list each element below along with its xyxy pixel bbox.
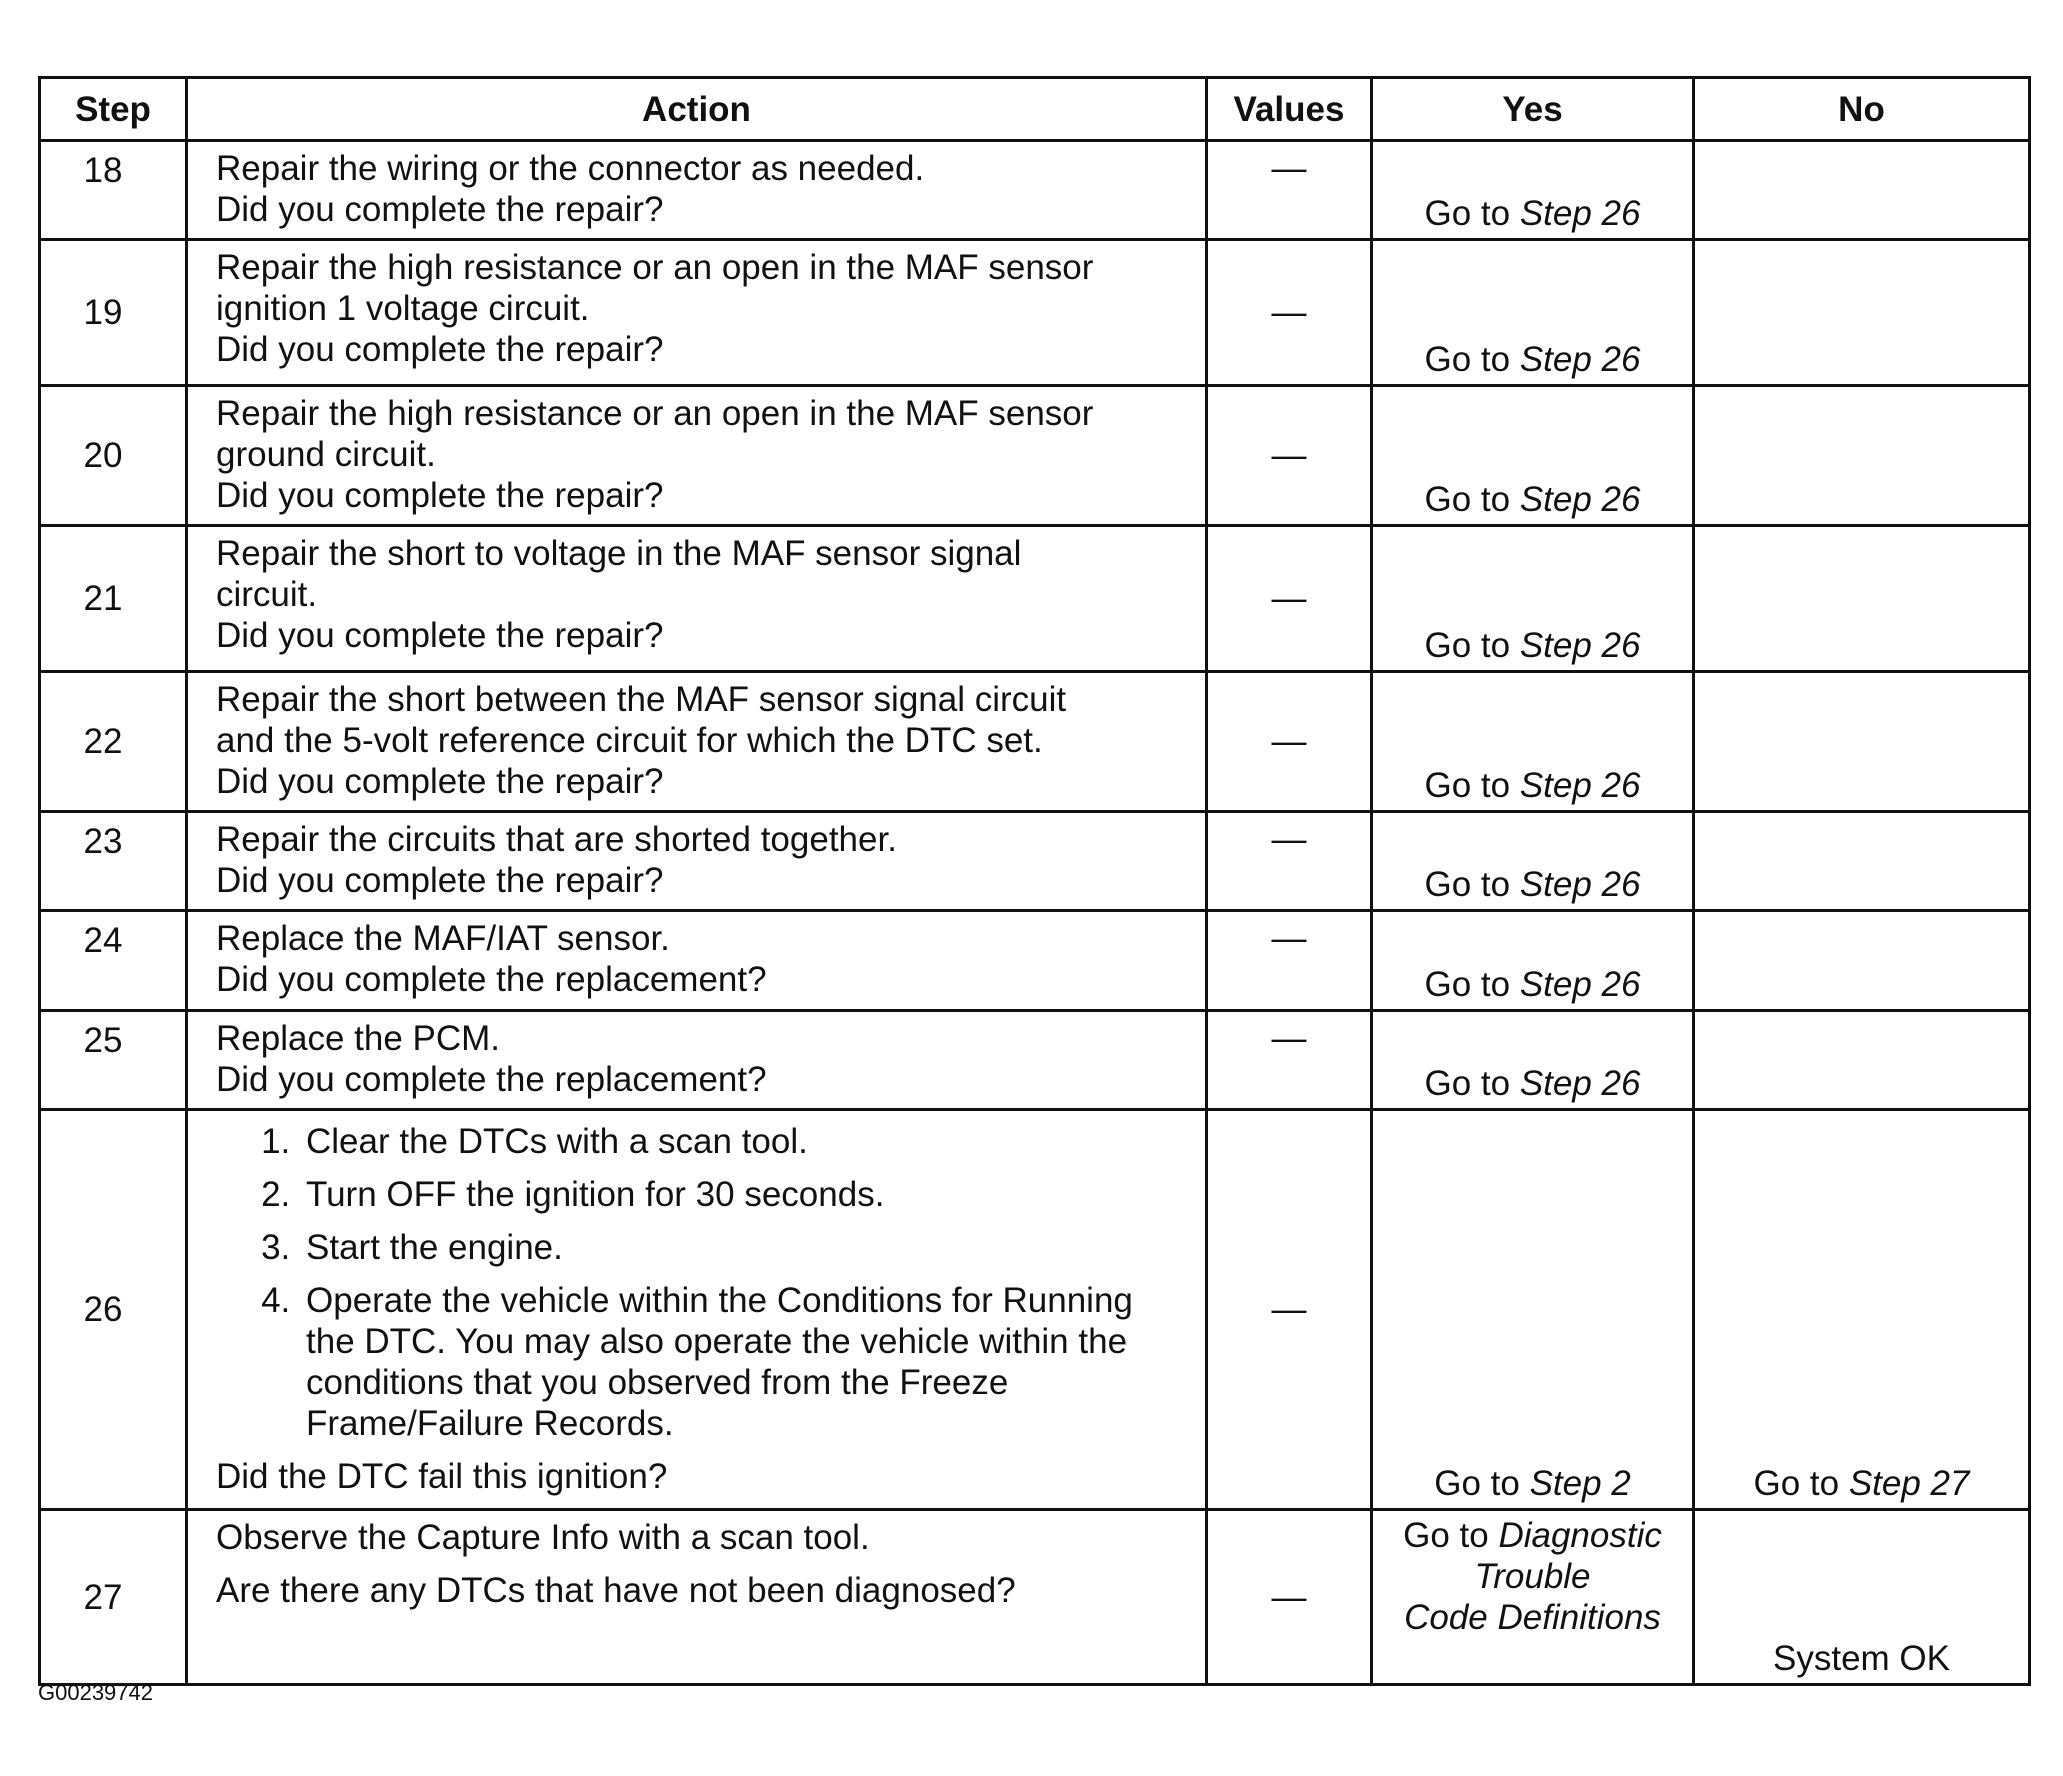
action-cell [187, 1011, 1207, 1110]
action-text: ignition 1 voltage circuit. [216, 289, 590, 328]
no-cell: System OK [1694, 1510, 2030, 1685]
header-yes: Yes [1372, 78, 1694, 141]
values-cell: — [1207, 1011, 1372, 1110]
action-cell [187, 812, 1207, 911]
action-text: Repair the high resistance or an open in the MAF sensor [216, 394, 1094, 433]
yes-cell [1372, 911, 1694, 1011]
yes-cell [1372, 240, 1694, 386]
values-cell: — [1207, 141, 1372, 240]
step-number: 26 [40, 1110, 187, 1510]
list-item: 1. Clear the DTCs with a scan tool. [300, 1121, 1185, 1162]
table-body [40, 141, 2030, 1685]
values-cell: — [1207, 526, 1372, 672]
step-number: 25 [40, 1011, 187, 1110]
table-row [40, 526, 2030, 672]
action-cell [187, 1110, 1207, 1510]
action-text: Did you complete the repair? [216, 762, 664, 801]
action-text: Repair the wiring or the connector as needed. [216, 149, 925, 188]
values-cell: — [1207, 812, 1372, 911]
yes-prefix: Go to [1424, 766, 1520, 805]
yes-step-link[interactable]: Step 26 [1519, 194, 1641, 233]
table-row [40, 672, 2030, 812]
yes-step-link[interactable]: Diagnostic [1498, 1516, 1662, 1555]
values-cell: — [1207, 672, 1372, 812]
header-action: Action [187, 78, 1207, 141]
yes-cell [1372, 526, 1694, 672]
step-number: 21 [40, 526, 187, 672]
step-number: 18 [40, 141, 187, 240]
yes-step-link[interactable]: Step 26 [1519, 865, 1641, 904]
no-prefix: Go to [1753, 1464, 1849, 1503]
action-text: Did you complete the repair? [216, 330, 664, 369]
values-cell: — [1207, 240, 1372, 386]
list-item: 2. Turn OFF the ignition for 30 seconds. [300, 1174, 1185, 1215]
yes-cell [1372, 1510, 1694, 1685]
list-item: 4. Operate the vehicle within the Conditions for Running the DTC. You may also operate the vehicle within the conditions that you observed from the Freeze Frame/Failure Records. [300, 1280, 1185, 1444]
action-cell [187, 386, 1207, 526]
step-number: 27 [40, 1510, 187, 1685]
action-text: Repair the circuits that are shorted together. [216, 820, 897, 859]
yes-step-link[interactable]: Step 26 [1519, 626, 1641, 665]
table-header-row [40, 78, 2030, 141]
no-cell [1694, 812, 2030, 911]
step-number: 23 [40, 812, 187, 911]
header-values: Values [1207, 78, 1372, 141]
header-step: Step [40, 78, 187, 141]
action-text: circuit. [216, 575, 318, 614]
yes-link-line [1373, 1515, 1692, 1556]
yes-step-link[interactable]: Step 26 [1519, 965, 1641, 1004]
action-text: Did you complete the replacement? [216, 1060, 767, 1099]
yes-prefix: Go to [1424, 340, 1520, 379]
table-row [40, 141, 2030, 240]
yes-cell [1372, 1110, 1694, 1510]
yes-cell [1372, 672, 1694, 812]
action-text: Did you complete the repair? [216, 476, 664, 515]
action-text: Are there any DTCs that have not been diagnosed? [216, 1571, 1016, 1610]
action-question: Did the DTC fail this ignition? [216, 1457, 668, 1496]
action-cell [187, 240, 1207, 386]
no-cell [1694, 141, 2030, 240]
no-cell [1694, 1110, 2030, 1510]
yes-prefix: Go to [1403, 1516, 1499, 1555]
table-row [40, 240, 2030, 386]
table-row [40, 1110, 2030, 1510]
values-cell: — [1207, 386, 1372, 526]
action-text: Repair the short between the MAF sensor signal circuit [216, 680, 1067, 719]
action-text: and the 5-volt reference circuit for which the DTC set. [216, 721, 1043, 760]
table-row [40, 1510, 2030, 1685]
values-cell: — [1207, 1510, 1372, 1685]
action-text: Repair the short to voltage in the MAF sensor signal [216, 534, 1022, 573]
no-cell [1694, 672, 2030, 812]
procedure-list [216, 1121, 1185, 1444]
step-number: 24 [40, 911, 187, 1011]
yes-prefix: Go to [1424, 865, 1520, 904]
yes-prefix: Go to [1424, 626, 1520, 665]
action-text: Did you complete the repair? [216, 861, 664, 900]
action-text: Replace the MAF/IAT sensor. [216, 919, 670, 958]
list-item: 3. Start the engine. [300, 1227, 1185, 1268]
action-text: Replace the PCM. [216, 1019, 501, 1058]
action-text: Repair the high resistance or an open in the MAF sensor [216, 248, 1094, 287]
yes-prefix: Go to [1424, 1064, 1520, 1103]
diagnostic-table [38, 76, 2031, 1686]
step-number: 19 [40, 240, 187, 386]
table-row [40, 1011, 2030, 1110]
yes-step-link[interactable]: Step 26 [1519, 340, 1641, 379]
action-cell [187, 911, 1207, 1011]
diagnostic-table-container [38, 76, 2028, 1686]
step-number: 22 [40, 672, 187, 812]
step-number: 20 [40, 386, 187, 526]
table-row [40, 386, 2030, 526]
action-cell [187, 672, 1207, 812]
values-cell: — [1207, 1110, 1372, 1510]
no-cell [1694, 386, 2030, 526]
no-step-link[interactable]: Step 27 [1848, 1464, 1970, 1503]
action-text: Observe the Capture Info with a scan tool. [216, 1518, 870, 1557]
no-cell [1694, 911, 2030, 1011]
action-text: Did you complete the repair? [216, 616, 664, 655]
no-cell [1694, 526, 2030, 672]
action-text: ground circuit. [216, 435, 436, 474]
no-cell [1694, 1011, 2030, 1110]
action-text: Did you complete the replacement? [216, 960, 767, 999]
yes-prefix: Go to [1424, 194, 1520, 233]
yes-prefix: Go to [1434, 1464, 1530, 1503]
yes-step-link[interactable]: Step 26 [1519, 766, 1641, 805]
table-row [40, 812, 2030, 911]
yes-cell [1372, 141, 1694, 240]
yes-step-link[interactable]: Code Definitions [1404, 1598, 1661, 1637]
yes-cell [1372, 1011, 1694, 1110]
header-no: No [1694, 78, 2030, 141]
action-text: Did you complete the repair? [216, 190, 664, 229]
yes-step-link[interactable]: Step 2 [1529, 1464, 1631, 1503]
action-cell [187, 1510, 1207, 1685]
yes-step-link[interactable]: Step 26 [1519, 1064, 1641, 1103]
yes-step-link[interactable]: Step 26 [1519, 480, 1641, 519]
yes-step-link[interactable]: Trouble [1474, 1557, 1591, 1596]
no-cell [1694, 240, 2030, 386]
figure-id: G00239742 [38, 1680, 153, 1705]
action-cell [187, 141, 1207, 240]
values-cell: — [1207, 911, 1372, 1011]
action-cell [187, 526, 1207, 672]
table-row [40, 911, 2030, 1011]
yes-prefix: Go to [1424, 480, 1520, 519]
yes-cell [1372, 812, 1694, 911]
yes-prefix: Go to [1424, 965, 1520, 1004]
yes-cell [1372, 386, 1694, 526]
